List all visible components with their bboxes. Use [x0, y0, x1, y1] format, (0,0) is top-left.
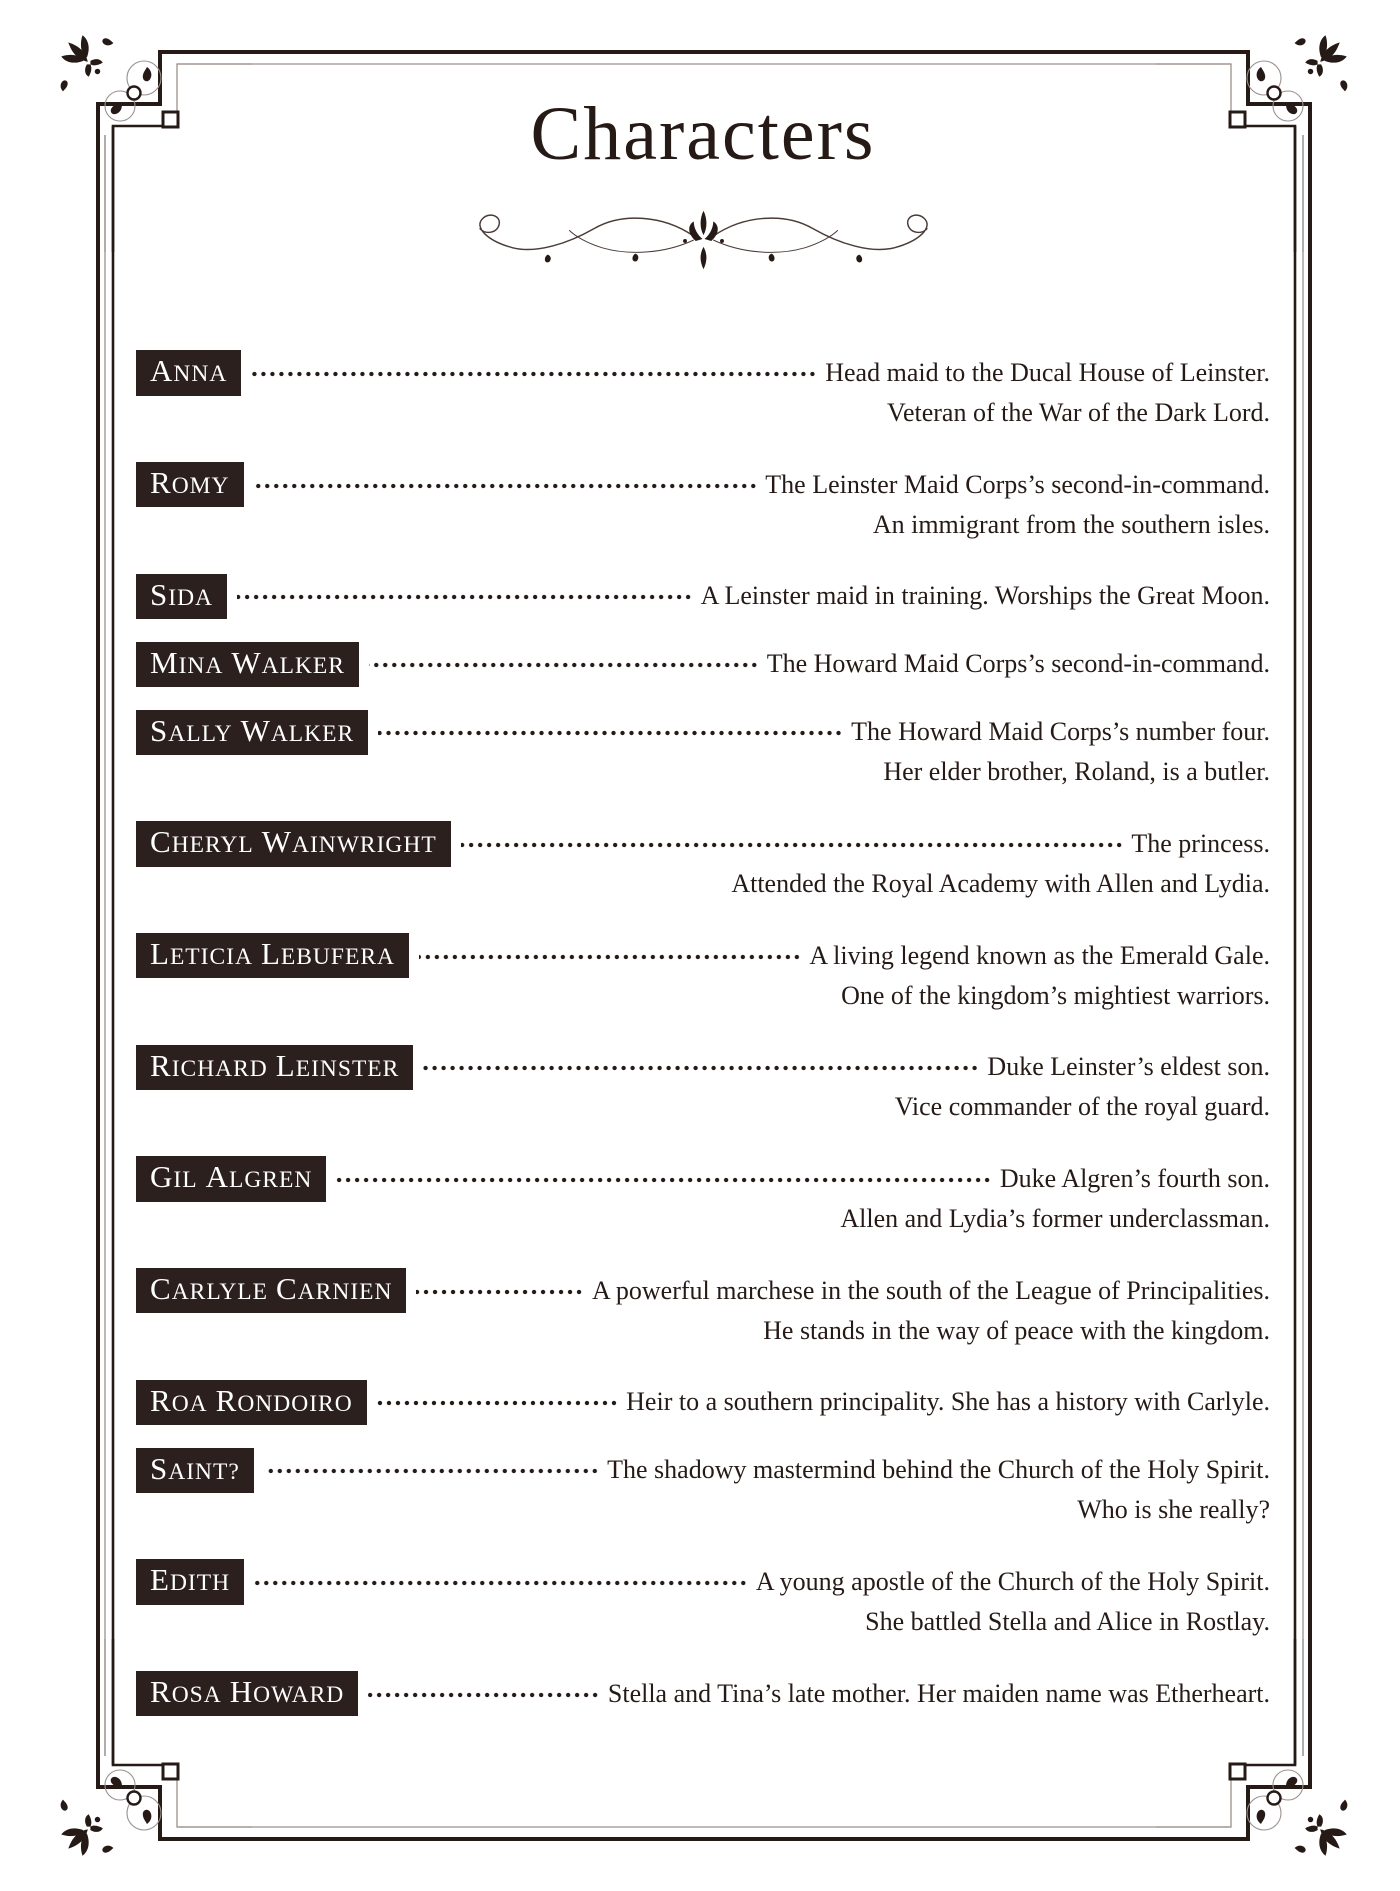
character-entry-row	[136, 933, 1270, 979]
character-entry-row	[136, 821, 1270, 867]
character-name-plate	[136, 1448, 254, 1494]
character-name: CARLYLE CARNIEN	[150, 1270, 393, 1306]
dotted-leader	[254, 483, 758, 489]
character-entry	[136, 1671, 1270, 1717]
character-entry-row	[136, 709, 1270, 755]
character-description-line: The Leinster Maid Corps’s second-in-command.	[765, 469, 1270, 499]
character-name-plate	[136, 642, 359, 688]
dotted-leader	[237, 594, 693, 600]
character-name-plate	[136, 1268, 406, 1314]
character-name-plate	[136, 1045, 413, 1091]
dotted-leader	[461, 842, 1124, 848]
character-description-line: The Howard Maid Corps’s number four.	[851, 717, 1270, 747]
character-name-plate	[136, 821, 451, 867]
character-name: ROA RONDOIRO	[150, 1382, 353, 1418]
dotted-leader	[336, 1177, 992, 1183]
character-description-line: Veteran of the War of the Dark Lord.	[887, 398, 1270, 427]
character-entry-row	[136, 641, 1270, 687]
character-name: SALLY WALKER	[150, 712, 355, 748]
dotted-leader	[423, 1065, 979, 1071]
character-description-line: She battled Stella and Alice in Rostlay.	[865, 1607, 1270, 1637]
character-name-plate	[136, 1559, 244, 1605]
character-name: RICHARD LEINSTER	[150, 1047, 400, 1083]
character-description-line: The princess.	[1131, 829, 1270, 859]
character-entry	[136, 350, 1270, 429]
dotted-leader	[254, 1580, 748, 1586]
character-description-line: Vice commander of the royal guard.	[894, 1092, 1270, 1122]
character-description-line: Her elder brother, Roland, is a butler.	[883, 757, 1270, 787]
character-name: GIL ALGREN	[150, 1159, 313, 1195]
character-entry-row	[136, 1044, 1270, 1090]
character-entry	[136, 1156, 1270, 1235]
character-name: ROSA HOWARD	[150, 1673, 345, 1709]
character-description-line: Head maid to the Ducal House of Leinster.	[825, 358, 1270, 388]
character-entry-row	[136, 1559, 1270, 1605]
character-entry	[136, 1044, 1270, 1123]
character-description-line: Duke Leinster’s eldest son.	[987, 1052, 1270, 1082]
character-name: SIDA	[150, 576, 214, 612]
character-description-line: A young apostle of the Church of the Holy Spirit.	[755, 1567, 1270, 1597]
character-description-line: One of the kingdom’s mightiest warriors.	[841, 980, 1270, 1010]
character-name-plate	[136, 462, 244, 508]
character-entry-row	[136, 1156, 1270, 1202]
character-entry	[136, 641, 1270, 687]
character-description-line: Duke Algren’s fourth son.	[999, 1164, 1270, 1194]
character-entry	[136, 462, 1270, 541]
character-name-plate	[136, 1380, 367, 1426]
dotted-leader	[377, 1400, 618, 1406]
character-description-line: A living legend known as the Emerald Gale.	[809, 940, 1270, 970]
character-name-plate	[136, 1671, 358, 1717]
character-entry-row	[136, 350, 1270, 396]
character-description-line: A powerful marchese in the south of the League of Principalities.	[592, 1275, 1270, 1305]
page-title: Characters	[530, 92, 876, 176]
character-entry-row	[136, 1268, 1270, 1314]
character-name: EDITH	[150, 1562, 231, 1598]
character-entry	[136, 709, 1270, 788]
dotted-leader	[264, 1468, 599, 1474]
character-entry	[136, 1268, 1270, 1347]
character-entry-row	[136, 462, 1270, 508]
character-list	[136, 350, 1270, 1717]
dotted-leader	[416, 1289, 584, 1295]
character-description-line: A Leinster maid in training. Worships the Great Moon.	[700, 581, 1270, 611]
dotted-leader	[378, 730, 843, 736]
character-description-line: Allen and Lydia’s former underclassman.	[840, 1204, 1270, 1234]
character-description-line: Heir to a southern principality. She has a history with Carlyle.	[626, 1387, 1270, 1417]
character-description-line: The Howard Maid Corps’s second-in-command.	[766, 649, 1270, 679]
character-name-plate	[136, 350, 241, 396]
character-entry-row	[136, 1379, 1270, 1425]
character-name: CHERYL WAINWRIGHT	[150, 824, 437, 860]
page-content	[136, 0, 1270, 1739]
character-description-line: The shadowy mastermind behind the Church of the Holy Spirit.	[607, 1455, 1270, 1485]
dotted-leader	[251, 371, 817, 377]
dotted-leader	[369, 662, 759, 668]
character-entry	[136, 1379, 1270, 1425]
character-name: SAINT?	[150, 1450, 240, 1486]
character-entry-row	[136, 1671, 1270, 1717]
character-name-plate	[136, 933, 409, 979]
flourish-divider-icon	[431, 208, 976, 272]
character-name: ROMY	[150, 464, 230, 500]
character-description-line: Attended the Royal Academy with Allen and Lydia.	[731, 869, 1270, 899]
character-entry-row	[136, 1447, 1270, 1493]
dotted-leader	[368, 1692, 600, 1698]
character-entry	[136, 821, 1270, 900]
character-name-plate	[136, 574, 227, 620]
character-description-line: Who is she really?	[1077, 1495, 1270, 1525]
character-description-line: Stella and Tina’s late mother. Her maiden name was Etherheart.	[607, 1678, 1270, 1708]
character-description-line: An immigrant from the southern isles.	[872, 509, 1270, 539]
character-name: ANNA	[150, 353, 228, 389]
character-entry	[136, 933, 1270, 1012]
character-entry	[136, 1447, 1270, 1526]
dotted-leader	[419, 954, 801, 960]
character-description-line: He stands in the way of peace with the kingdom.	[763, 1315, 1270, 1345]
character-entry-row	[136, 573, 1270, 619]
character-name-plate	[136, 1156, 326, 1202]
character-name: MINA WALKER	[150, 644, 345, 680]
character-entry	[136, 573, 1270, 619]
character-name: LETICIA LEBUFERA	[150, 935, 395, 971]
character-name-plate	[136, 710, 368, 756]
character-entry	[136, 1559, 1270, 1638]
